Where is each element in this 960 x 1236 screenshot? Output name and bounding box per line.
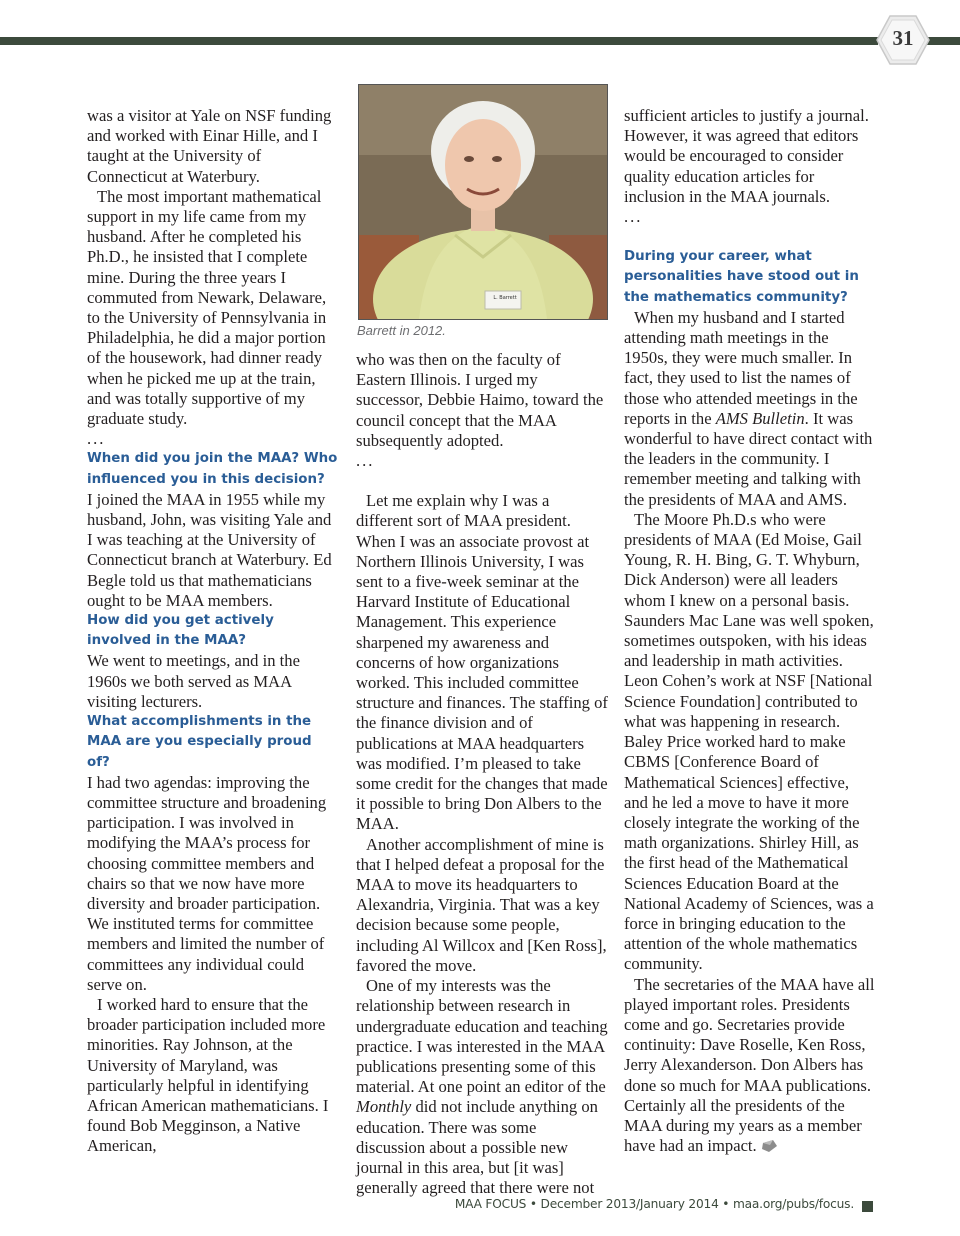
paragraph: The most important mathematical support in my life came from my husband. After he completed his Ph.D., he insisted that I complete mine. During the three years I commuted from Newark, Delaware, to the University of Pennsylvania in Philadelphia, he did a major portion of the housework, had dinner ready when he picked me up at the train, and was totally supportive of my graduate study. [87, 186, 327, 429]
paragraph: I worked hard to ensure that the broader participation included more minorities. Ray Johnson, at the University of Maryland, was particularly helpful in identifying African American mathematicians. I found Bob Megginson, a Native American, [87, 994, 329, 1156]
photo-caption: Barrett in 2012. [357, 323, 446, 338]
column-left [87, 106, 339, 1157]
paragraph: Another accomplishment of mine is that I helped defeat a proposal for the MAA to move its headquarters to Alexandria, Virginia. That was a key decision because some people, including Al Willcox and [Ken Ross], favored the move. [356, 834, 607, 975]
paragraph: We went to meetings, and in the 1960s we both served as MAA visiting lecturers. [87, 651, 300, 711]
header-rule [0, 37, 878, 45]
paragraph: I joined the MAA in 1955 while my husband, John, was visiting Yale and I was teaching at the University of Connecticut branch at Waterbury. Ed Begle told us that mathematicians ought to be MAA members. [87, 489, 332, 610]
paragraph [624, 308, 876, 510]
journal-title: Monthly [356, 1097, 412, 1117]
text-run: did not include anything on education. There was some discussion about a possible new journal in this area, but [it was] generally agreed that there were not [356, 1097, 598, 1198]
footer-square-icon [862, 1201, 873, 1212]
paragraph [624, 975, 876, 1157]
ellipsis-separator: ... [356, 451, 375, 471]
column-middle [356, 350, 608, 1198]
end-of-article-icon [761, 1139, 779, 1153]
text-run: One of my interests was the relationship between research in undergraduate education and teaching practice. I was interested in the MAA publications presenting some of this material. At one point an editor of the [356, 976, 608, 1097]
interview-question: How did you get actively involved in the MAA? [87, 613, 274, 649]
interview-question: What accomplishments in the MAA are you especially proud of? [87, 714, 312, 770]
journal-title: AMS Bulletin [715, 408, 805, 428]
portrait-illustration [359, 85, 607, 319]
header-rule-end [926, 37, 960, 45]
paragraph: sufficient articles to justify a journal. However, it was agreed that editors would be encouraged to consider quality education articles for inclusion in the MAA journals. [624, 106, 869, 206]
page-footer: MAA FOCUS • December 2013/January 2014 • maa.org/pubs/focus. [454, 1197, 854, 1211]
name-tag-text: L. Barrett [493, 295, 517, 301]
ellipsis-separator: ... [87, 429, 106, 449]
paragraph: was a visitor at Yale on NSF funding and worked with Einar Hille, and I taught at the University of Connecticut at Waterbury. [87, 106, 332, 186]
portrait-photo [358, 84, 608, 320]
text-run: . It was wonderful to have direct contact with the leaders in the community. I remember meeting and talking with the presidents of MAA and AMS. [624, 408, 873, 509]
paragraph [356, 976, 608, 1198]
paragraph: Let me explain why I was a different sort of MAA president. When I was an associate provost at Northern Illinois University, I was sent to a five-week seminar at the Harvard Institute of Educational Management. This experience sharpened my awareness and concerns of how organizations worked. This included committee structure and finances. The staffing of the finance division and of publications at MAA headquarters was modified. I’m pleased to take some credit for the changes that made it possible to bring Don Albers to the MAA. [356, 491, 608, 834]
column-right [624, 106, 876, 1156]
page-number-badge [876, 14, 930, 66]
paragraph: I had two agendas: improving the committee structure and broadening participation. I was involved in modifying the MAA’s process for choosing committee members and chairs so that we now have more diversity and broader participation. We instituted terms for committee members and limited the number of committees any individual could serve on. [87, 772, 327, 994]
paragraph: who was then on the faculty of Eastern Illinois. I urged my successor, Debbie Haimo, toward the council concept that the MAA subsequently adopted. [356, 350, 604, 450]
interview-question: During your career, what personalities have stood out in the mathematics community? [624, 249, 859, 305]
interview-question: When did you join the MAA? Who influenced you in this decision? [87, 451, 338, 487]
ellipsis-separator: ... [624, 207, 643, 227]
page-number: 31 [892, 26, 914, 50]
paragraph: The Moore Ph.D.s who were presidents of MAA (Ed Moise, Gail Young, R. H. Bing, G. T. Whyburn, Dick Anderson) were all leaders whom I knew on a personal basis. Saunders Mac Lane was well spoken, sometimes outspoken, with his ideas and leadership in math activities. Leon Cohen’s work at NSF [National Science Foundation] contributed to what was happening in research. Baley Price worked hard to make CBMS [Conference Board of Mathematical Sciences] effective, and he led a move to have it more closely integrate the working of the math organizations. Shirley Hill, as the first head of the Mathematical Sciences Education Board at the National Academy of Sciences, was a force in bringing education to the attention of the whole mathematics community. [624, 509, 874, 974]
text-run: When my husband and I started attending math meetings in the 1950s, they were much smaller. In fact, they used to list the names of those who attended meetings in the reports in the [624, 307, 858, 428]
text-run: The secretaries of the MAA have all played important roles. Presidents come and go. Secretaries provide continuity: Dave Roselle, Ken Ross, Jerry Alexanderson. Don Albers has done so much for MAA publications. Certainly all the presidents of the MAA during my years as a member have had an impact. [624, 974, 875, 1156]
